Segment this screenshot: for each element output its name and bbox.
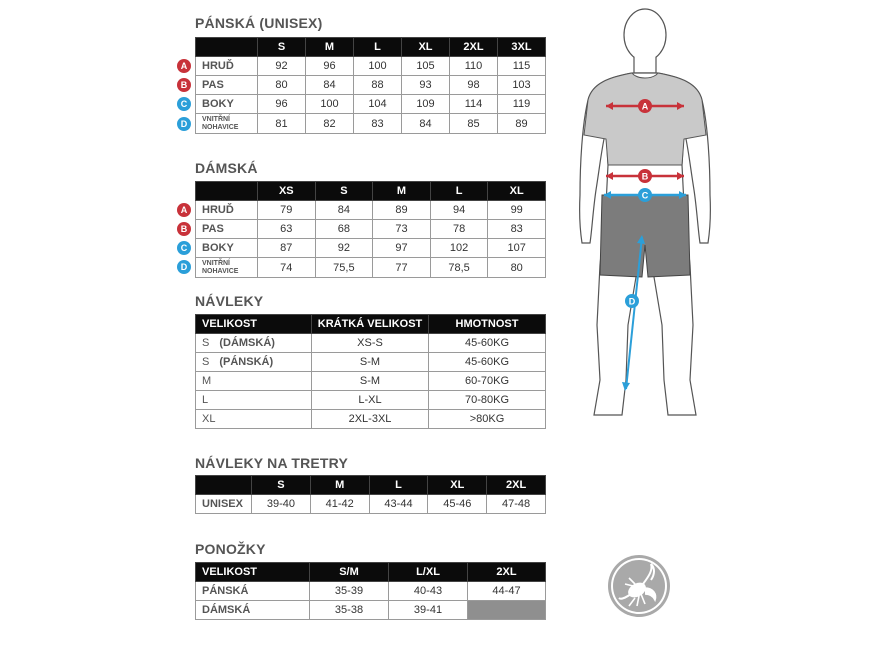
table-cell: 80 xyxy=(258,76,306,95)
table-cell: 114 xyxy=(450,95,498,114)
table-cell: 89 xyxy=(498,114,546,134)
table-cell: 83 xyxy=(354,114,402,134)
figure-label-a: A xyxy=(641,101,649,112)
table-cell: 2XL-3XL xyxy=(312,410,429,429)
size-note: (PÁNSKÁ) xyxy=(219,356,274,368)
womens-header-xs: XS xyxy=(258,182,316,201)
sleeves-size-table xyxy=(195,314,546,429)
table-cell: 89 xyxy=(373,201,431,220)
mens-corner-cell xyxy=(196,38,258,57)
table-cell: 107 xyxy=(488,239,546,258)
shoecovers-header-2xl: 2XL xyxy=(487,476,546,495)
row-label-womens: DÁMSKÁ xyxy=(196,601,310,620)
size-value: S xyxy=(202,337,210,349)
table-cell: 84 xyxy=(402,114,450,134)
table-cell: 104 xyxy=(354,95,402,114)
table-cell: 103 xyxy=(498,76,546,95)
mens-header-xl: XL xyxy=(402,38,450,57)
table-cell: 45-60KG xyxy=(429,334,546,353)
sleeves-header-weight: HMOTNOST xyxy=(429,315,546,334)
table-cell: 39-40 xyxy=(252,495,311,514)
table-cell: 74 xyxy=(258,258,316,278)
table-cell: 77 xyxy=(373,258,431,278)
table-cell: 63 xyxy=(258,220,316,239)
table-cell: 41-42 xyxy=(310,495,369,514)
table-cell: 47-48 xyxy=(487,495,546,514)
womens-header-s: S xyxy=(315,182,373,201)
marker-d-icon: D xyxy=(177,260,191,274)
table-row xyxy=(196,391,546,410)
table-cell: 35-38 xyxy=(310,601,389,620)
table-cell: L-XL xyxy=(312,391,429,410)
table-cell: 45-46 xyxy=(428,495,487,514)
figure-label-d: D xyxy=(628,296,636,307)
table-cell: 40-43 xyxy=(389,582,468,601)
mens-header-m: M xyxy=(306,38,354,57)
table-cell: 105 xyxy=(402,57,450,76)
marker-a-icon: A xyxy=(177,59,191,73)
body-measurement-figure xyxy=(570,5,720,425)
figure-label-b: B xyxy=(641,171,649,182)
sleeves-size-cell: XL xyxy=(196,410,312,429)
table-row xyxy=(196,334,546,353)
marker-b-icon: B xyxy=(177,222,191,236)
table-cell: 73 xyxy=(373,220,431,239)
table-cell: 100 xyxy=(354,57,402,76)
row-label-chest: HRUĎ xyxy=(196,57,258,76)
size-value: S xyxy=(202,356,210,368)
sleeves-size-cell: L xyxy=(196,391,312,410)
mens-size-table xyxy=(195,37,546,134)
table-cell: 79 xyxy=(258,201,316,220)
table-cell: 109 xyxy=(402,95,450,114)
table-cell: 88 xyxy=(354,76,402,95)
table-cell: 96 xyxy=(258,95,306,114)
sleeves-size-cell: M xyxy=(196,372,312,391)
mens-header-2xl: 2XL xyxy=(450,38,498,57)
figure-label-c: C xyxy=(641,190,649,201)
marker-a-icon: A xyxy=(177,203,191,217)
table-cell: 39-41 xyxy=(389,601,468,620)
sleeves-size-cell xyxy=(196,353,312,372)
table-row xyxy=(196,76,546,95)
table-row xyxy=(196,220,546,239)
table-cell: 75,5 xyxy=(315,258,373,278)
mens-header-s: S xyxy=(258,38,306,57)
table-cell: 60-70KG xyxy=(429,372,546,391)
table-cell: S-M xyxy=(312,372,429,391)
table-cell: 100 xyxy=(306,95,354,114)
womens-corner-cell xyxy=(196,182,258,201)
womens-header-m: M xyxy=(373,182,431,201)
row-label-waist: PAS xyxy=(196,76,258,95)
socks-header-lxl: L/XL xyxy=(389,563,468,582)
table-cell: 81 xyxy=(258,114,306,134)
table-cell: 44-47 xyxy=(468,582,546,601)
socks-header-sm: S/M xyxy=(310,563,389,582)
table-cell: 35-39 xyxy=(310,582,389,601)
sleeves-title: NÁVLEKY xyxy=(195,293,264,309)
table-cell: 115 xyxy=(498,57,546,76)
table-cell: 45-60KG xyxy=(429,353,546,372)
mens-header-l: L xyxy=(354,38,402,57)
table-row xyxy=(196,258,546,278)
table-row xyxy=(196,95,546,114)
marker-d-icon: D xyxy=(177,117,191,131)
marker-c-icon: C xyxy=(177,97,191,111)
table-row xyxy=(196,57,546,76)
table-cell: 68 xyxy=(315,220,373,239)
table-cell: 80 xyxy=(488,258,546,278)
marker-b-icon: B xyxy=(177,78,191,92)
table-cell: 92 xyxy=(258,57,306,76)
table-cell: 92 xyxy=(315,239,373,258)
sleeves-header-size: VELIKOST xyxy=(196,315,312,334)
mens-title: PÁNSKÁ (UNISEX) xyxy=(195,15,323,31)
shoecovers-title: NÁVLEKY NA TRETRY xyxy=(195,455,349,471)
table-row xyxy=(196,495,546,514)
row-label-waist: PAS xyxy=(196,220,258,239)
socks-header-2xl: 2XL xyxy=(468,563,546,582)
table-cell: 82 xyxy=(306,114,354,134)
womens-header-l: L xyxy=(430,182,488,201)
row-label-unisex: UNISEX xyxy=(196,495,252,514)
table-cell: 43-44 xyxy=(369,495,428,514)
table-row xyxy=(196,353,546,372)
table-cell: 102 xyxy=(430,239,488,258)
womens-header-xl: XL xyxy=(488,182,546,201)
table-cell: 78 xyxy=(430,220,488,239)
shoecovers-header-xl: XL xyxy=(428,476,487,495)
table-cell: 110 xyxy=(450,57,498,76)
womens-size-table xyxy=(195,181,546,278)
row-label-chest: HRUĎ xyxy=(196,201,258,220)
shorts-shape xyxy=(600,195,690,277)
table-cell: 83 xyxy=(488,220,546,239)
socks-title: PONOŽKY xyxy=(195,541,266,557)
table-cell: 78,5 xyxy=(430,258,488,278)
row-label-hips: BOKY xyxy=(196,95,258,114)
shoecovers-size-table xyxy=(195,475,546,514)
table-cell: 93 xyxy=(402,76,450,95)
womens-title: DÁMSKÁ xyxy=(195,160,258,176)
socks-size-table xyxy=(195,562,546,620)
table-cell: 96 xyxy=(306,57,354,76)
table-cell: 94 xyxy=(430,201,488,220)
table-cell: 97 xyxy=(373,239,431,258)
table-cell: 70-80KG xyxy=(429,391,546,410)
table-cell: XS-S xyxy=(312,334,429,353)
table-cell: 119 xyxy=(498,95,546,114)
row-label-inseam: VNITŘNÍ NOHAVICE xyxy=(196,114,258,134)
table-row xyxy=(196,410,546,429)
shoecovers-header-l: L xyxy=(369,476,428,495)
table-cell: 99 xyxy=(488,201,546,220)
size-note: (DÁMSKÁ) xyxy=(219,337,275,349)
table-row xyxy=(196,372,546,391)
sleeves-size-cell xyxy=(196,334,312,353)
scorpion-logo-icon xyxy=(607,554,671,618)
shoecovers-corner-cell xyxy=(196,476,252,495)
shoecovers-header-s: S xyxy=(252,476,311,495)
row-label-inseam: VNITŘNÍ NOHAVICE xyxy=(196,258,258,278)
table-cell: S-M xyxy=(312,353,429,372)
table-cell: 85 xyxy=(450,114,498,134)
table-row xyxy=(196,239,546,258)
row-label-mens: PÁNSKÁ xyxy=(196,582,310,601)
marker-c-icon: C xyxy=(177,241,191,255)
socks-header-size: VELIKOST xyxy=(196,563,310,582)
table-row xyxy=(196,582,546,601)
table-cell: 84 xyxy=(306,76,354,95)
shoecovers-header-m: M xyxy=(310,476,369,495)
mens-header-3xl: 3XL xyxy=(498,38,546,57)
sleeves-header-short-size: KRÁTKÁ VELIKOST xyxy=(312,315,429,334)
table-cell: >80KG xyxy=(429,410,546,429)
table-cell: 98 xyxy=(450,76,498,95)
row-label-hips: BOKY xyxy=(196,239,258,258)
table-row xyxy=(196,201,546,220)
table-row xyxy=(196,601,546,620)
table-row xyxy=(196,114,546,134)
table-cell: 84 xyxy=(315,201,373,220)
table-cell-empty xyxy=(468,601,546,620)
table-cell: 87 xyxy=(258,239,316,258)
